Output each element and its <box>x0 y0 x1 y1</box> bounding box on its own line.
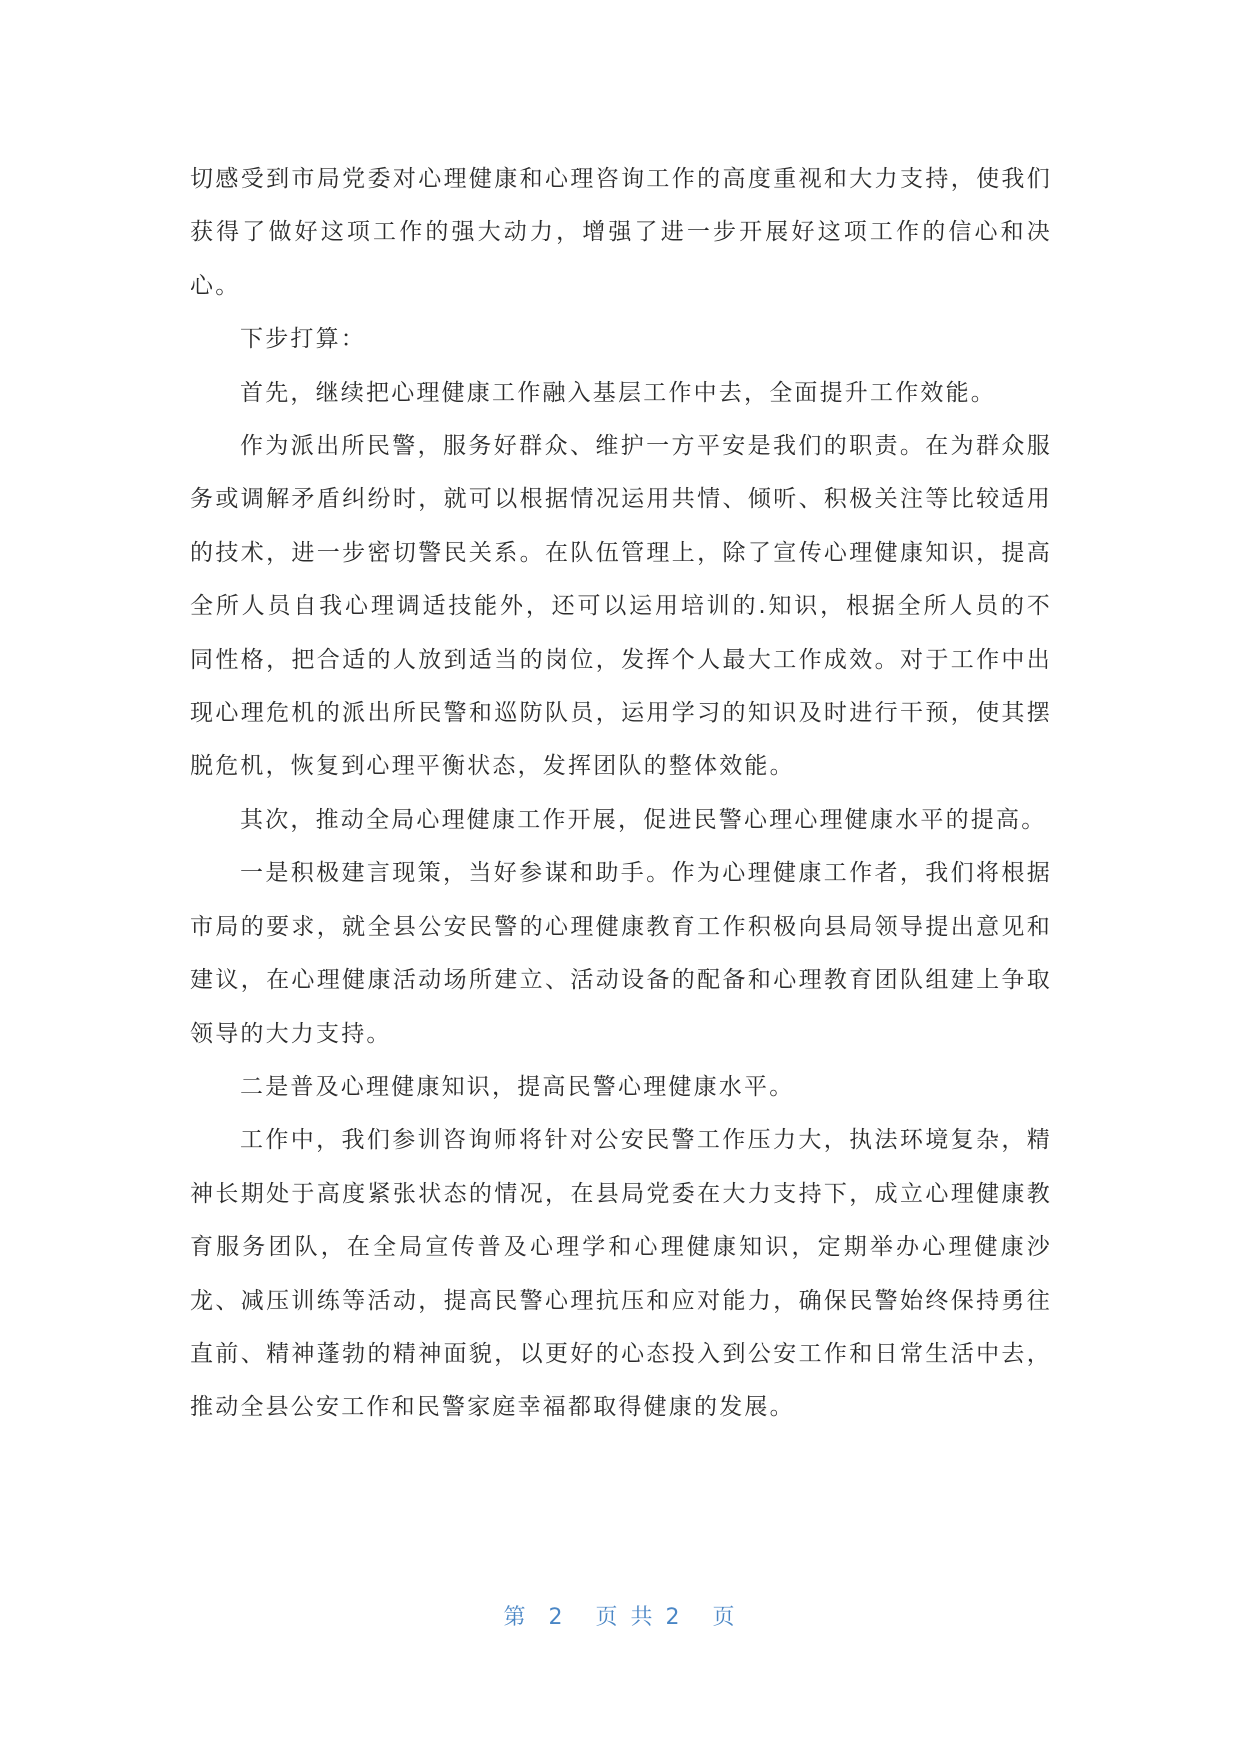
paragraph: 切感受到市局党委对心理健康和心理咨询工作的高度重视和大力支持，使我们获得了做好这项工作的强大动力，增强了进一步开展好这项工作的信心和决心。 <box>190 166 1052 299</box>
document-body <box>190 153 1052 1435</box>
paragraph: 一是积极建言现策，当好参谋和助手。作为心理健康工作者，我们将根据市局的要求，就全县公安民警的心理健康教育工作积极向县局领导提出意见和建议，在心理健康活动场所建立、活动设备的配备和心理教育团队组建上争取领导的大力支持。 <box>190 860 1052 1047</box>
paragraph: 工作中，我们参训咨询师将针对公安民警工作压力大，执法环境复杂，精神长期处于高度紧张状态的情况，在县局党委在大力支持下，成立心理健康教育服务团队，在全局宣传普及心理学和心理健康知识，定期举办心理健康沙龙、减压训练等活动，提高民警心理抗压和应对能力，确保民警始终保持勇往直前、精神蓬勃的精神面貌，以更好的心态投入到公安工作和日常生活中去，推动全县公安工作和民警家庭幸福都取得健康的发展。 <box>190 1127 1052 1421</box>
paragraph: 其次，推动全局心理健康工作开展，促进民警心理心理健康水平的提高。 <box>240 806 1047 833</box>
paragraph: 首先，继续把心理健康工作融入基层工作中去，全面提升工作效能。 <box>240 379 996 406</box>
paragraph: 下步打算： <box>240 326 366 353</box>
paragraph: 作为派出所民警，服务好群众、维护一方平安是我们的职责。在为群众服务或调解矛盾纠纷时，就可以根据情况运用共情、倾听、积极关注等比较适用的技术，进一步密切警民关系。在队伍管理上，除了宣传心理健康知识，提高全所人员自我心理调适技能外，还可以运用培训的.知识，根据全所人员的不同性格，把合适的人放到适当的岗位，发挥个人最大工作成效。对于工作中出现心理危机的派出所民警和巡防队员，运用学习的知识及时进行干预，使其摆脱危机，恢复到心理平衡状态，发挥团队的整体效能。 <box>190 433 1052 780</box>
page-number-footer: 第 2 页 共 2 页 <box>503 1605 738 1630</box>
paragraph: 二是普及心理健康知识，提高民警心理健康水平。 <box>240 1073 795 1100</box>
